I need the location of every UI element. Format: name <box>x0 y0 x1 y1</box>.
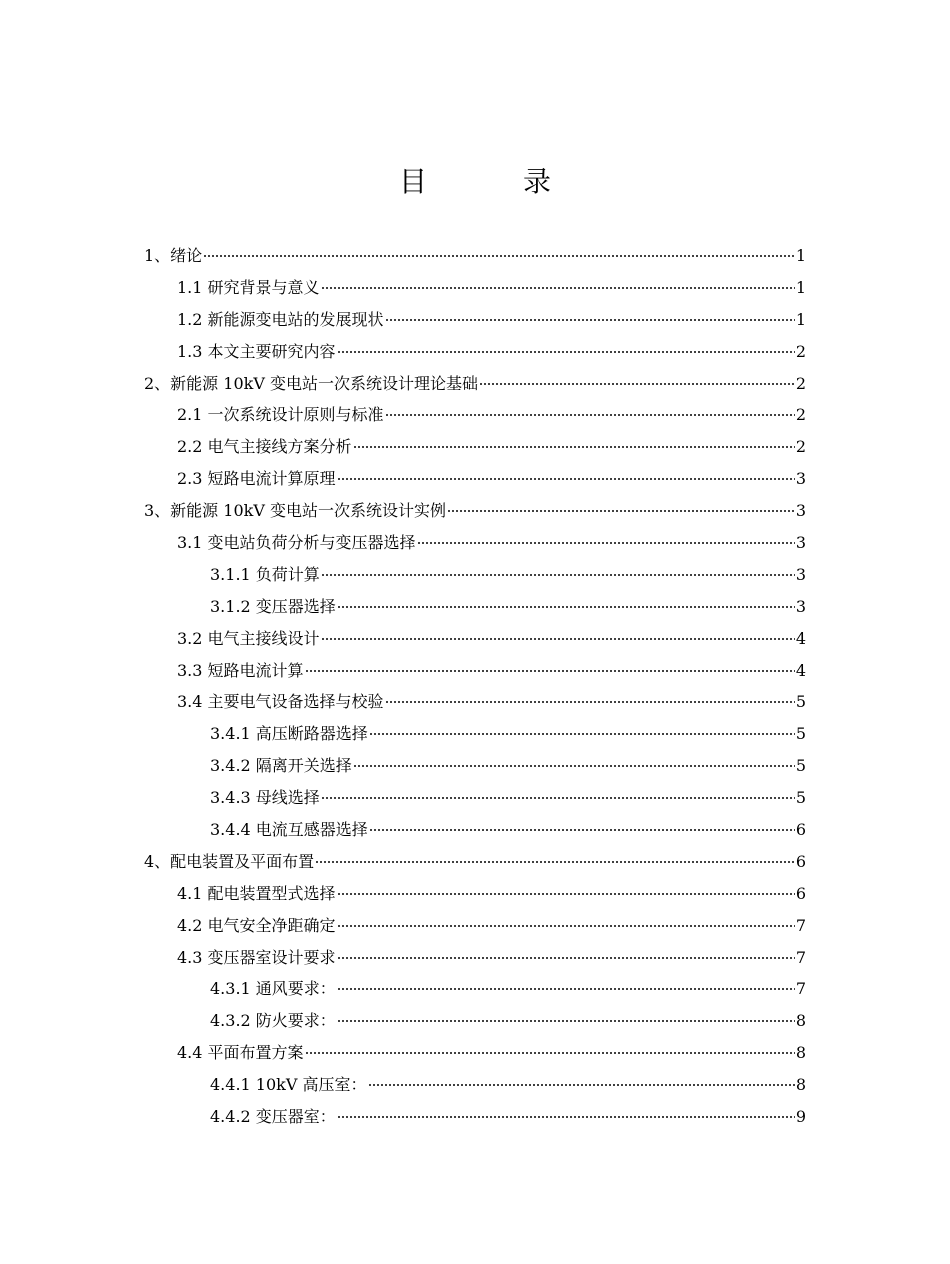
toc-entry[interactable] <box>144 686 806 718</box>
toc-entry-label: 4.4.1 10kV 高压室： <box>210 1075 367 1095</box>
toc-entry[interactable] <box>144 623 806 655</box>
dot-leader <box>369 829 795 831</box>
dot-leader <box>353 446 795 448</box>
toc-entry[interactable] <box>144 1037 806 1069</box>
toc-entry-label: 4.3.1 通风要求： <box>210 979 336 999</box>
dot-leader <box>315 861 795 863</box>
dot-leader <box>337 1020 795 1022</box>
toc-entry-page-number: 9 <box>795 1107 806 1127</box>
toc-entry-label: 3.1 变电站负荷分析与变压器选择 <box>177 533 416 553</box>
toc-entry-page-number: 4 <box>795 628 806 648</box>
toc-entry[interactable] <box>144 399 806 431</box>
toc-entry-page-number: 7 <box>795 947 806 967</box>
toc-entry[interactable] <box>144 782 806 814</box>
dot-leader <box>305 1052 795 1054</box>
toc-entry-page-number: 6 <box>795 820 806 840</box>
dot-leader <box>321 638 795 640</box>
dot-leader <box>321 574 795 576</box>
dot-leader <box>385 701 795 703</box>
dot-leader <box>368 1084 795 1086</box>
toc-entry[interactable] <box>144 1005 806 1037</box>
dot-leader <box>337 925 795 927</box>
dot-leader <box>337 351 795 353</box>
toc-entry-page-number: 7 <box>795 979 806 999</box>
toc-entry-page-number: 3 <box>795 533 806 553</box>
toc-entry-page-number: 2 <box>795 405 806 425</box>
toc-entry[interactable] <box>144 368 806 400</box>
dot-leader <box>385 414 795 416</box>
toc-entry-page-number: 8 <box>795 1011 806 1031</box>
toc-entry-label: 4.2 电气安全净距确定 <box>177 915 336 935</box>
dot-leader <box>369 733 795 735</box>
toc-entry-page-number: 5 <box>795 788 806 808</box>
toc-entry-label: 1.2 新能源变电站的发展现状 <box>177 309 384 329</box>
toc-entry[interactable] <box>144 527 806 559</box>
toc-entry-label: 3.1.2 变压器选择 <box>210 596 336 616</box>
toc-entry-label: 3.4.2 隔离开关选择 <box>210 756 352 776</box>
toc-entry-label: 4.4.2 变压器室： <box>210 1107 336 1127</box>
toc-entry-page-number: 1 <box>795 309 806 329</box>
dot-leader <box>203 255 795 257</box>
dot-leader <box>321 797 795 799</box>
toc-entry[interactable] <box>144 846 806 878</box>
toc-entry[interactable] <box>144 272 806 304</box>
toc-entry-label: 2、新能源 10kV 变电站一次系统设计理论基础 <box>144 373 478 393</box>
toc-entry-label: 3.2 电气主接线设计 <box>177 628 320 648</box>
toc-entry[interactable] <box>144 304 806 336</box>
toc-entry-label: 3.4 主要电气设备选择与校验 <box>177 692 384 712</box>
toc-entry-page-number: 2 <box>795 373 806 393</box>
toc-entry[interactable] <box>144 655 806 687</box>
dot-leader <box>305 670 795 672</box>
toc-entry[interactable] <box>144 463 806 495</box>
toc-entry-label: 4.3 变压器室设计要求 <box>177 947 336 967</box>
toc-entry-page-number: 3 <box>795 501 806 521</box>
toc-entry-page-number: 6 <box>795 883 806 903</box>
toc-title: 目 录 <box>398 165 585 198</box>
toc-entry[interactable] <box>144 591 806 623</box>
toc-entry-label: 3.1.1 负荷计算 <box>210 564 320 584</box>
toc-entry-page-number: 8 <box>795 1075 806 1095</box>
toc-entry-label: 3.4.4 电流互感器选择 <box>210 820 368 840</box>
toc-entry-page-number: 4 <box>795 660 806 680</box>
toc-entry[interactable] <box>144 878 806 910</box>
toc-entry[interactable] <box>144 495 806 527</box>
toc-entry[interactable] <box>144 1069 806 1101</box>
toc-entry[interactable] <box>144 1101 806 1133</box>
dot-leader <box>337 893 795 895</box>
toc-entry[interactable] <box>144 718 806 750</box>
toc-entry-label: 3.3 短路电流计算 <box>177 660 304 680</box>
toc-entry-label: 2.2 电气主接线方案分析 <box>177 437 352 457</box>
toc-entry[interactable] <box>144 973 806 1005</box>
dot-leader <box>337 606 795 608</box>
toc-entry-label: 1.1 研究背景与意义 <box>177 277 320 297</box>
toc-entry-label: 2.1 一次系统设计原则与标准 <box>177 405 384 425</box>
dot-leader <box>353 765 795 767</box>
toc-entry-page-number: 6 <box>795 851 806 871</box>
toc-entry-page-number: 3 <box>795 564 806 584</box>
toc-entry-page-number: 2 <box>795 341 806 361</box>
dot-leader <box>337 988 795 990</box>
dot-leader <box>337 1116 795 1118</box>
toc-entry[interactable] <box>144 431 806 463</box>
toc-entry[interactable] <box>144 240 806 272</box>
toc-entry-label: 1、绪论 <box>144 246 203 265</box>
toc-entry-page-number: 7 <box>795 915 806 935</box>
toc-entry[interactable] <box>144 814 806 846</box>
toc-entry-label: 4.4 平面布置方案 <box>177 1043 304 1063</box>
toc-entry-page-number: 8 <box>795 1043 806 1063</box>
toc-entry-label: 4.3.2 防火要求： <box>210 1011 336 1031</box>
toc-entry-page-number: 3 <box>795 596 806 616</box>
toc-entry-label: 3、新能源 10kV 变电站一次系统设计实例 <box>144 501 446 521</box>
dot-leader <box>321 287 795 289</box>
dot-leader <box>479 383 795 385</box>
toc-entry-page-number: 5 <box>795 724 806 744</box>
toc-entry-label: 4、配电装置及平面布置 <box>144 851 315 871</box>
toc-entry[interactable] <box>144 910 806 942</box>
dot-leader <box>447 510 795 512</box>
toc-entry-page-number: 5 <box>795 756 806 776</box>
table-of-contents <box>144 240 806 1133</box>
toc-entry-page-number: 2 <box>795 437 806 457</box>
toc-entry[interactable] <box>144 750 806 782</box>
toc-entry-page-number: 3 <box>795 469 806 489</box>
dot-leader <box>385 319 795 321</box>
toc-entry-label: 1.3 本文主要研究内容 <box>177 341 336 361</box>
toc-entry[interactable] <box>144 336 806 368</box>
toc-entry[interactable] <box>144 942 806 974</box>
toc-entry-page-number: 1 <box>795 246 806 265</box>
toc-entry-label: 4.1 配电装置型式选择 <box>177 883 336 903</box>
dot-leader <box>337 957 795 959</box>
toc-entry[interactable] <box>144 559 806 591</box>
toc-entry-label: 2.3 短路电流计算原理 <box>177 469 336 489</box>
dot-leader <box>337 478 795 480</box>
toc-entry-page-number: 1 <box>795 277 806 297</box>
toc-entry-page-number: 5 <box>795 692 806 712</box>
toc-entry-label: 3.4.3 母线选择 <box>210 788 320 808</box>
dot-leader <box>417 542 795 544</box>
toc-entry-label: 3.4.1 高压断路器选择 <box>210 724 368 744</box>
